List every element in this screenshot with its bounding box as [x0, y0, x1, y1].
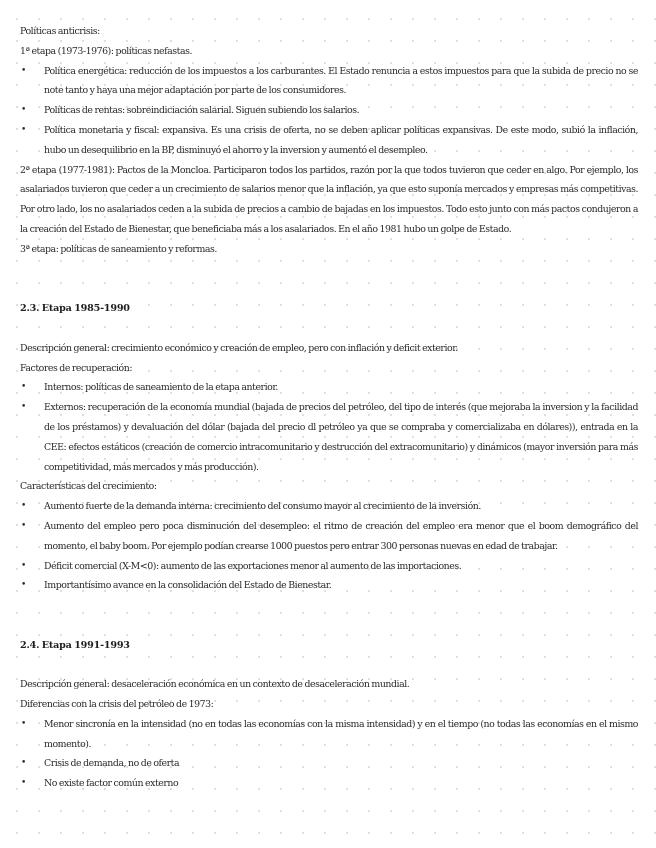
list-item: [20, 754, 638, 774]
bullet-icon: •: [21, 501, 26, 512]
list-item-text: Política energética: reducción de los impuestos a los carburantes. El Estado renuncia a estos impuestos para que la subida de precio no se note tanto y haya una mejor adaptación por parte de los consumidores.: [44, 65, 638, 97]
list-item: [20, 517, 638, 557]
list-item: [20, 62, 638, 102]
spacer: [20, 260, 638, 280]
list-item-text: Déficit comercial (X-M<0): aumento de las exportaciones menor al aumento de las importaciones.: [44, 560, 462, 572]
list-item-text: Importantísimo avance en la consolidación del Estado de Bienestar.: [44, 580, 332, 592]
list-item-text: Aumento del empleo pero poca disminución del desempleo: el ritmo de creación del empleo era menor que el boom demográfico del momento, el baby boom. Por ejemplo podían crearse 1000 puestos pero entrar 300 personas nuevas en edad de trabajar.: [44, 520, 638, 552]
list-item-text: Internos: políticas de saneamiento de la etapa anterior.: [44, 382, 278, 394]
list-item: [20, 774, 638, 794]
bullet-icon: •: [21, 580, 26, 591]
bullet-icon: •: [21, 560, 26, 571]
stage1-list: [20, 62, 638, 161]
section-2-4-description: Descripción general: desaceleración económica en un contexto de desaceleración mundial.: [20, 679, 410, 691]
list-item-text: Aumento fuerte de la demanda interna: crecimiento del consumo mayor al crecimiento de la inversión.: [44, 501, 481, 513]
list-item: [20, 398, 638, 477]
characteristics-list: [20, 497, 638, 596]
characteristics-label: Características del crecimiento:: [20, 481, 157, 493]
spacer: [20, 319, 638, 339]
bullet-icon: •: [21, 778, 26, 789]
spacer: [20, 596, 638, 616]
list-item: [20, 557, 638, 577]
differences-list: [20, 715, 638, 794]
spacer: [20, 616, 638, 636]
list-item-text: Crisis de demanda, no de oferta: [44, 758, 180, 770]
stage2-paragraph: 2ª etapa (1977-1981): Pactos de la Moncloa. Participaron todos los partidos, razón por la que todos tuvieron que ceder en algo. Por ejemplo, los asalariados tuvieron que ceder a un crecimiento de salarios menor que la inflación, ya que esto suponía mercados y empresas más competitivas. Por otro lado, los no asalariados ceden a la subida de precios a cambio de bajadas en los impuestos. Todo esto junto con más pactos condujeron a la creación del Estado de Bienestar, que beneficiaba más a los asalariados. En el año 1981 hubo un golpe de Estado.: [20, 164, 638, 235]
bullet-icon: •: [21, 758, 26, 769]
bullet-icon: •: [21, 402, 26, 413]
list-item-text: Política monetaria y fiscal: expansiva. Es una crisis de oferta, no se deben aplicar políticas expansivas. De este modo, subió la inflación, hubo un desequilibrio en la BP, disminuyó el ahorro y la inversion y aumentó el desempleo.: [44, 124, 638, 156]
list-item: [20, 715, 638, 755]
stage3-line: 3ª etapa: políticas de saneamiento y reformas.: [20, 243, 217, 255]
bullet-icon: •: [21, 520, 26, 531]
list-item-text: Menor sincronía en la intensidad (no en todas las economías con la misma intensidad) y en el tiempo (no todas las economías en el mismo momento).: [44, 718, 638, 750]
policies-title: Políticas anticrisis:: [20, 26, 100, 37]
section-heading-2-4: 2.4. Etapa 1991-1993: [20, 639, 130, 651]
list-item: [20, 576, 638, 596]
bullet-icon: •: [21, 105, 26, 116]
bullet-icon: •: [21, 124, 26, 135]
section-2-3-description: Descripción general: crecimiento económico y creación de empleo, pero con inflación y deficit exterior.: [20, 342, 458, 354]
bullet-icon: •: [21, 65, 26, 76]
differences-label: Diferencias con la crisis del petróleo de 1973:: [20, 699, 214, 711]
spacer: [20, 279, 638, 299]
spacer: [20, 656, 638, 676]
list-item: [20, 121, 638, 161]
factors-list: [20, 378, 638, 477]
list-item: [20, 497, 638, 517]
document-page: [20, 22, 638, 794]
bullet-icon: •: [21, 382, 26, 393]
section-heading-2-3: 2.3. Etapa 1985-1990: [20, 303, 130, 315]
factors-label: Factores de recuperación:: [20, 362, 133, 374]
list-item: [20, 101, 638, 121]
bullet-icon: •: [21, 718, 26, 729]
stage1-line: 1ª etapa (1973-1976): políticas nefastas.: [20, 45, 193, 57]
list-item-text: Políticas de rentas: sobreindiciación salarial. Siguen subiendo los salarios.: [44, 105, 360, 117]
list-item-text: No existe factor común externo: [44, 778, 179, 790]
list-item: [20, 378, 638, 398]
list-item-text: Externos: recuperación de la economía mundial (bajada de precios del petróleo, del tipo de interés (que mejoraba la inversion y la facilidad de los préstamos) y devaluación del dólar (bajada del precio dl petróleo ya que se compraba y comercializaba en dólares)), entrada en la CEE: efectos estáticos (creación de comercio intracomunitario y destrucción del extracomunitario) y dinámicos (mayor inversión para más competitividad, más mercados y más producción).: [44, 402, 638, 473]
